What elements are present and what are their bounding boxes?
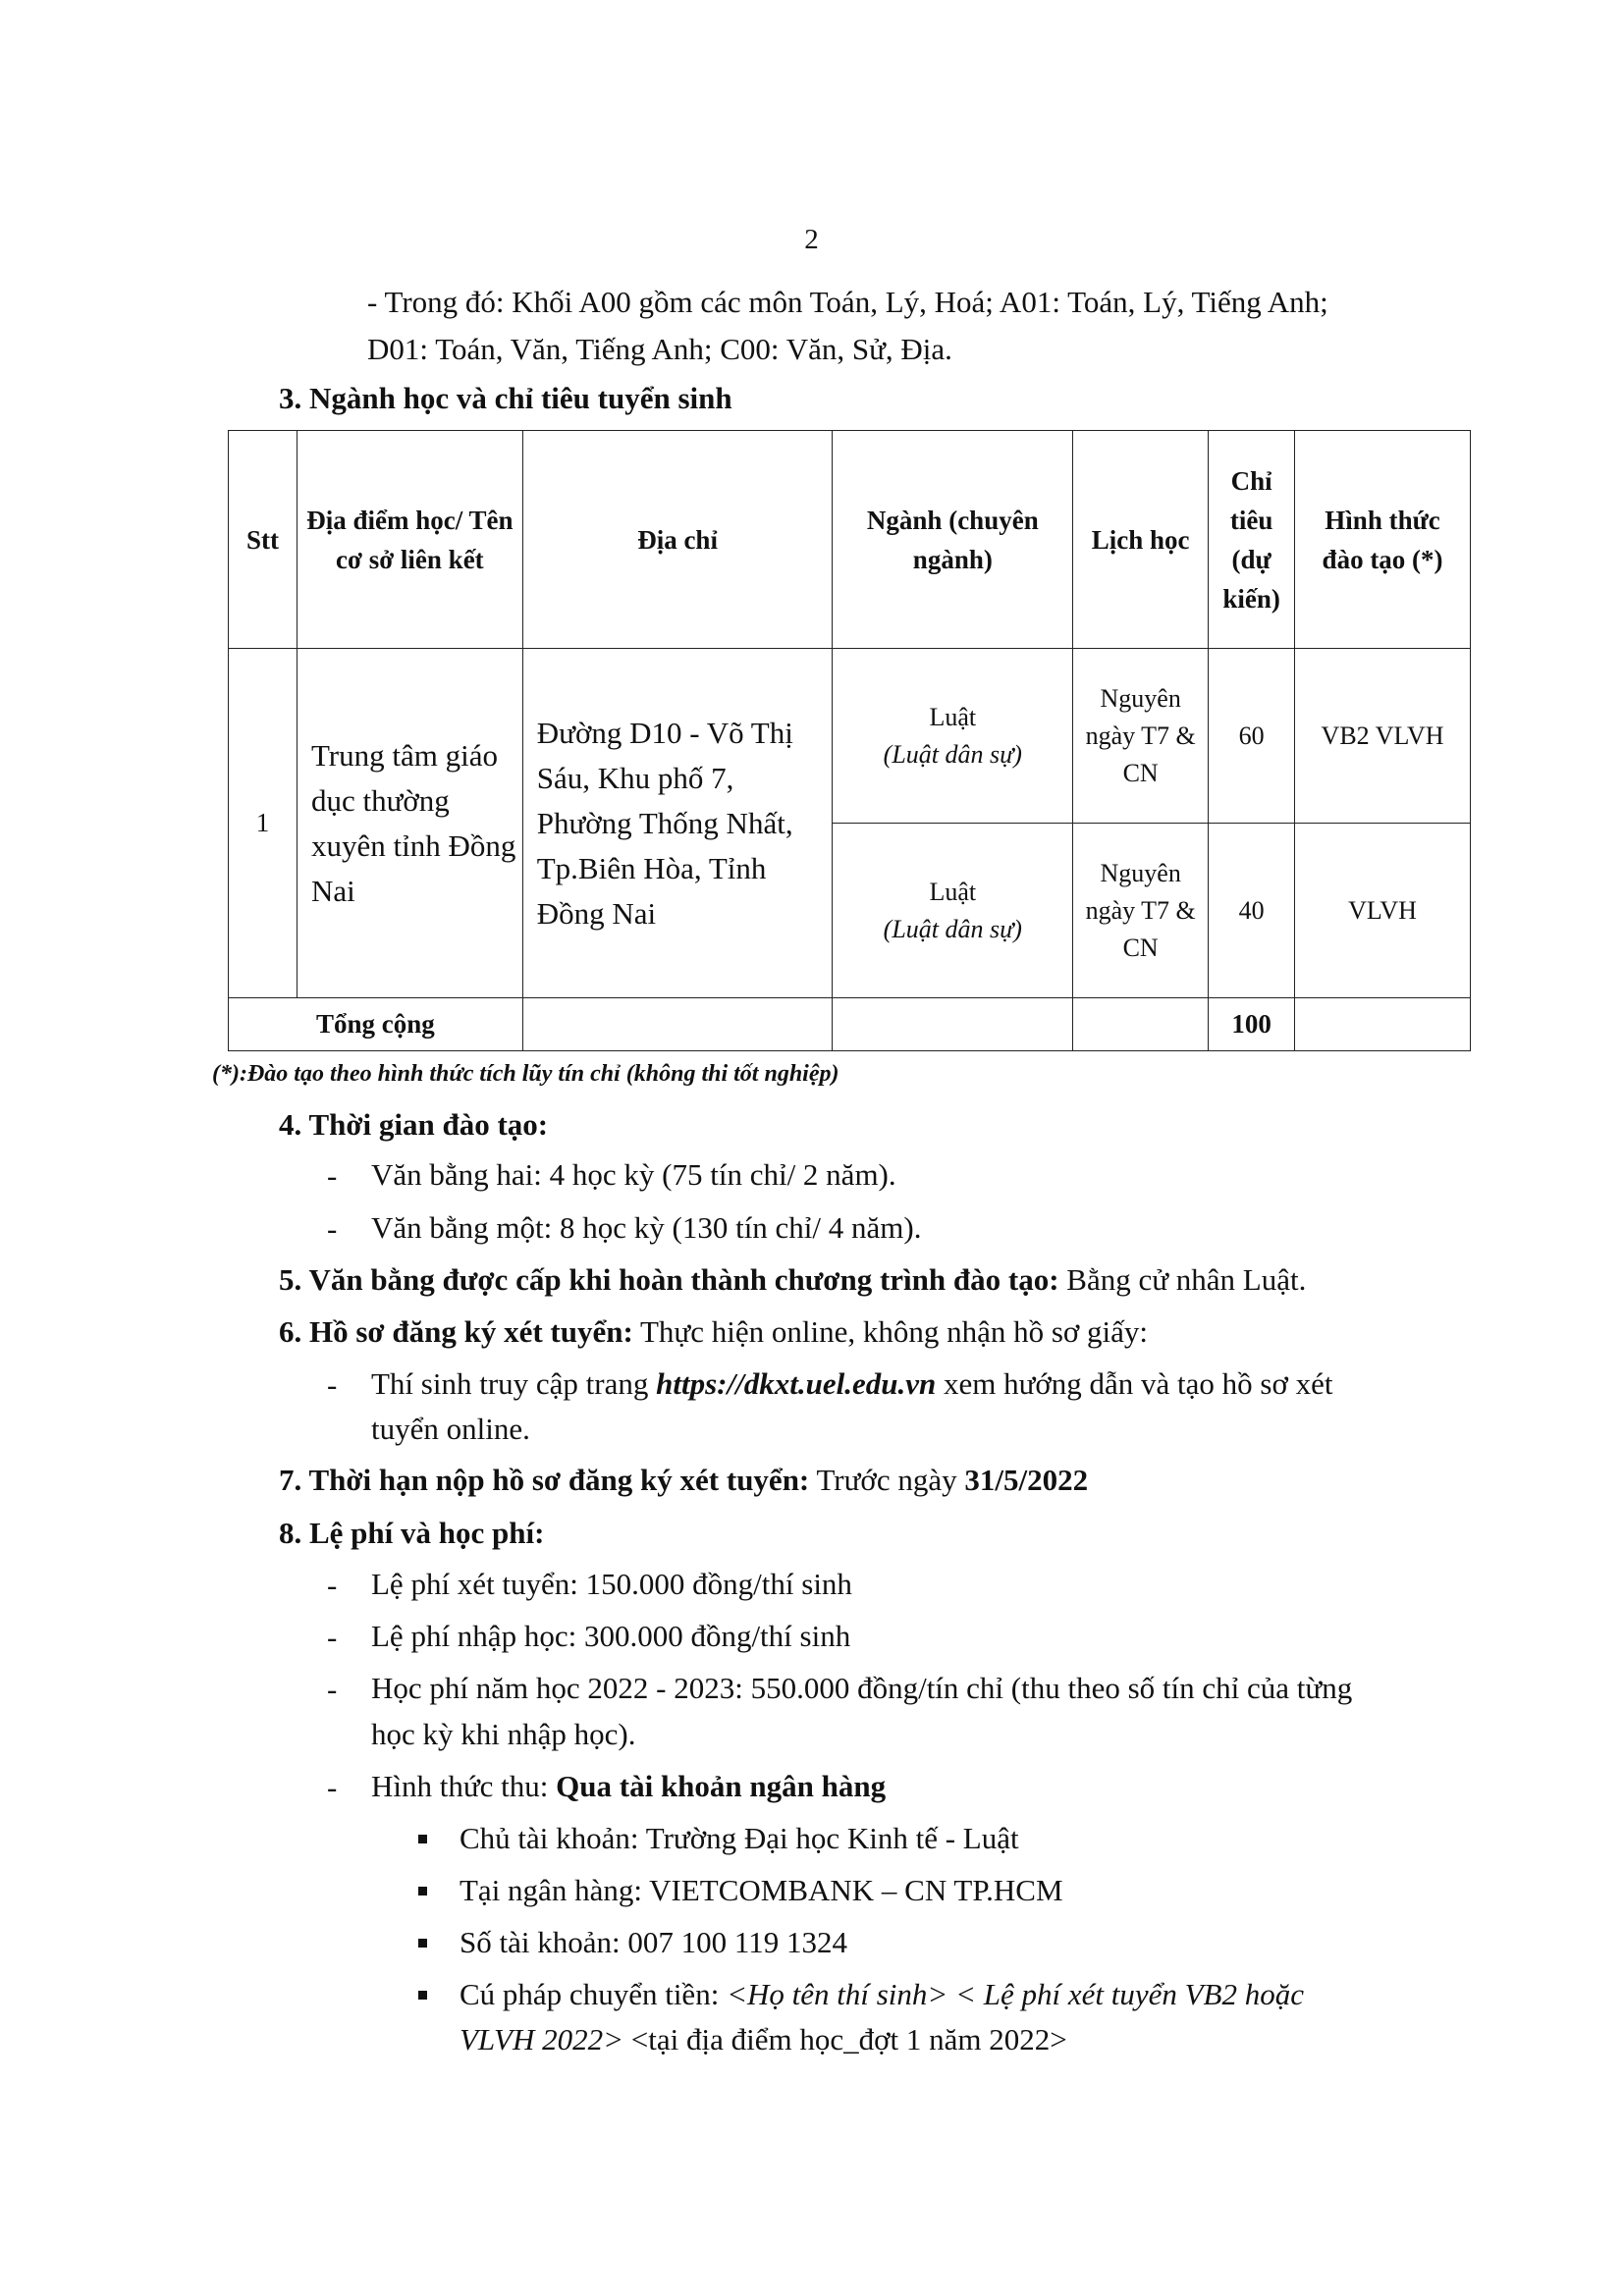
cell-form: VLVH xyxy=(1295,824,1471,998)
intro-line-2: D01: Toán, Văn, Tiếng Anh; C00: Văn, Sử, Địa. xyxy=(367,332,952,366)
section-6-item-prefix: Thí sinh truy cập trang xyxy=(371,1366,657,1401)
bank-item: Chủ tài khoản: Trường Đại học Kinh tế - Luật xyxy=(460,1821,1019,1855)
section-6-item-line2: tuyển online. xyxy=(371,1412,530,1446)
syntax-italic-2: VLVH 2022> xyxy=(460,2022,624,2056)
admission-table xyxy=(228,430,1471,1051)
dash-marker: - xyxy=(327,1620,338,1654)
bank-item: Số tài khoản: 007 100 119 1324 xyxy=(460,1925,847,1959)
section-8-item: Học phí năm học 2022 - 2023: 550.000 đồng/tín chỉ (thu theo số tín chỉ của từng xyxy=(371,1671,1353,1705)
table-footnote: (*):Đào tạo theo hình thức tích lũy tín chỉ (không thi tốt nghiệp) xyxy=(212,1061,839,1087)
cell-address: Đường D10 - Võ Thị Sáu, Khu phố 7, Phường Thống Nhất, Tp.Biên Hòa, Tỉnh Đồng Nai xyxy=(522,649,833,998)
section-5 xyxy=(279,1260,1306,1300)
section-6-item-suffix: xem hướng dẫn và tạo hồ sơ xét xyxy=(936,1366,1333,1401)
section-4-heading: 4. Thời gian đào tạo: xyxy=(279,1107,549,1142)
total-label: Tổng cộng xyxy=(229,998,523,1051)
dash-marker: - xyxy=(327,1568,338,1602)
bullet-marker xyxy=(418,1887,427,1896)
cell-stt: 1 xyxy=(229,649,298,998)
table-row xyxy=(229,649,1471,824)
section-4-item: Văn bằng một: 8 học kỳ (130 tín chỉ/ 4 năm). xyxy=(371,1210,922,1245)
section-7 xyxy=(279,1461,1088,1500)
section-6-item xyxy=(371,1364,1333,1404)
dash-marker: - xyxy=(327,1672,338,1706)
bullet-marker xyxy=(418,1835,427,1843)
section-8-item: Lệ phí nhập học: 300.000 đồng/thí sinh xyxy=(371,1619,851,1653)
dash-marker: - xyxy=(327,1211,338,1246)
header-address: Địa chỉ xyxy=(522,431,833,649)
page-number: 2 xyxy=(804,224,819,255)
intro-line-1: - Trong đó: Khối A00 gồm các môn Toán, Lý, Hoá; A01: Toán, Lý, Tiếng Anh; xyxy=(367,285,1328,319)
total-empty xyxy=(833,998,1073,1051)
section-4-item: Văn bằng hai: 4 học kỳ (75 tín chỉ/ 2 năm). xyxy=(371,1157,896,1192)
section-6-value: Thực hiện online, không nhận hồ sơ giấy: xyxy=(632,1314,1149,1349)
major-name: Luật xyxy=(929,702,977,731)
major-specialization: (Luật dân sự) xyxy=(883,914,1022,943)
total-value: 100 xyxy=(1209,998,1295,1051)
section-8-item: Lệ phí xét tuyển: 150.000 đồng/thí sinh xyxy=(371,1567,852,1601)
table-total-row xyxy=(229,998,1471,1051)
transfer-syntax-line2 xyxy=(460,2020,1067,2059)
syntax-suffix: <tại địa điểm học_đợt 1 năm 2022> xyxy=(623,2022,1067,2056)
section-8-item-line2: học kỳ khi nhập học). xyxy=(371,1717,636,1751)
header-form: Hình thức đào tạo (*) xyxy=(1295,431,1471,649)
cell-quota: 40 xyxy=(1209,824,1295,998)
cell-major xyxy=(833,824,1073,998)
header-location: Địa điểm học/ Tên cơ sở liên kết xyxy=(297,431,522,649)
payment-method-value: Qua tài khoản ngân hàng xyxy=(556,1769,887,1803)
syntax-prefix: Cú pháp chuyển tiền: xyxy=(460,1977,728,2011)
dash-marker: - xyxy=(327,1770,338,1804)
major-name: Luật xyxy=(929,877,977,906)
section-6 xyxy=(279,1312,1148,1352)
section-8-heading: 8. Lệ phí và học phí: xyxy=(279,1516,545,1550)
total-empty xyxy=(1073,998,1209,1051)
header-quota: Chỉ tiêu (dự kiến) xyxy=(1209,431,1295,649)
cell-form: VB2 VLVH xyxy=(1295,649,1471,824)
section-5-heading: 5. Văn bằng được cấp khi hoàn thành chương trình đào tạo: xyxy=(279,1262,1059,1297)
bank-item: Tại ngân hàng: VIETCOMBANK – CN TP.HCM xyxy=(460,1873,1063,1907)
bullet-marker xyxy=(418,1939,427,1948)
transfer-syntax xyxy=(460,1975,1304,2014)
header-stt: Stt xyxy=(229,431,298,649)
header-schedule: Lịch học xyxy=(1073,431,1209,649)
dash-marker: - xyxy=(327,1367,338,1402)
cell-schedule: Nguyên ngày T7 & CN xyxy=(1073,824,1209,998)
cell-quota: 60 xyxy=(1209,649,1295,824)
bullet-marker xyxy=(418,1991,427,2000)
cell-major xyxy=(833,649,1073,824)
table-header-row xyxy=(229,431,1471,649)
total-empty xyxy=(1295,998,1471,1051)
cell-location: Trung tâm giáo dục thường xuyên tỉnh Đồng Nai xyxy=(297,649,522,998)
section-5-value: Bằng cử nhân Luật. xyxy=(1058,1262,1307,1297)
registration-url[interactable]: https://dkxt.uel.edu.vn xyxy=(656,1366,937,1401)
dash-marker: - xyxy=(327,1158,338,1193)
major-specialization: (Luật dân sự) xyxy=(883,739,1022,769)
syntax-italic-1: <Họ tên thí sinh> < Lệ phí xét tuyển VB2 hoặc xyxy=(727,1977,1304,2011)
payment-prefix: Hình thức thu: xyxy=(371,1769,557,1803)
cell-schedule: Nguyên ngày T7 & CN xyxy=(1073,649,1209,824)
total-empty xyxy=(522,998,833,1051)
deadline-date: 31/5/2022 xyxy=(964,1463,1089,1497)
payment-method xyxy=(371,1767,886,1806)
section-6-heading: 6. Hồ sơ đăng ký xét tuyển: xyxy=(279,1314,633,1349)
header-major: Ngành (chuyên ngành) xyxy=(833,431,1073,649)
section-7-value-prefix: Trước ngày xyxy=(809,1463,965,1497)
section-3-heading: 3. Ngành học và chỉ tiêu tuyển sinh xyxy=(279,381,732,415)
section-7-heading: 7. Thời hạn nộp hồ sơ đăng ký xét tuyển: xyxy=(279,1463,810,1497)
